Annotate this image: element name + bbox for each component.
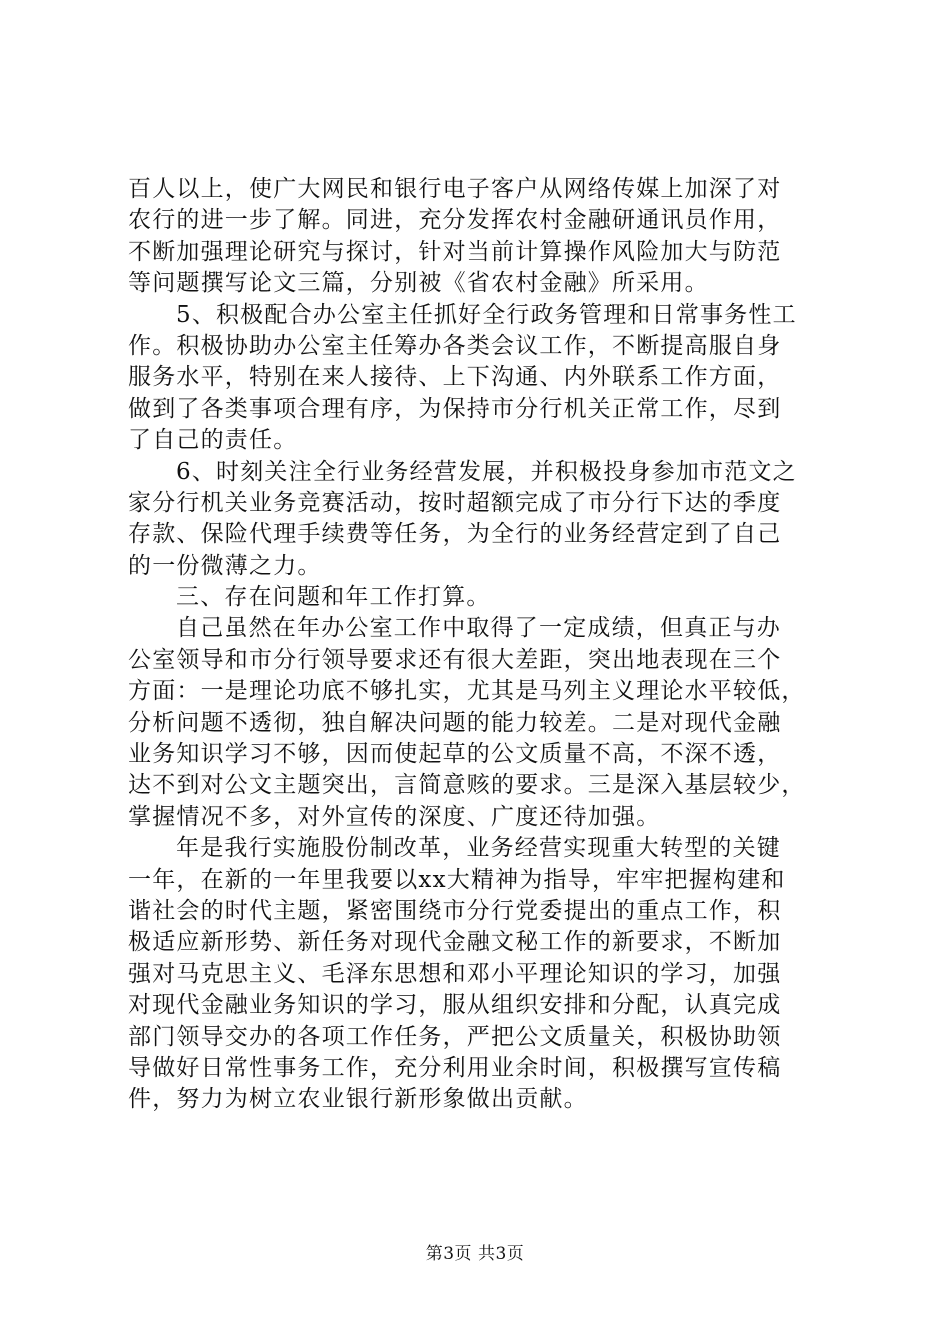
text-line: 不断加强理论研究与探讨，针对当前计算操作风险加大与防范: [128, 238, 782, 265]
text-line: 等问题撰写论文三篇，分别被《省农村金融》所采用。: [128, 270, 709, 297]
text-line: 服务水平，特别在来人接待、上下沟通、内外联系工作方面，: [128, 364, 782, 391]
text-line: 作。积极协助办公室主任筹办各类会议工作，不断提高服自身: [128, 332, 782, 359]
text-line: 掌握情况不多，对外宣传的深度、广度还待加强。: [128, 803, 661, 830]
document-body: [128, 174, 833, 1116]
text-line: 存款、保险代理手续费等任务，为全行的业务经营定到了自己: [128, 521, 782, 548]
text-line: 百人以上，使广大网民和银行电子客户从网络传媒上加深了对: [128, 176, 782, 202]
text-line: 业务知识学习不够，因而使起草的公文质量不高，不深不透，: [128, 741, 782, 768]
text-line: 农行的进一步了解。同进，充分发挥农村金融研通讯员作用，: [128, 207, 782, 234]
text-line: 导做好日常性事务工作，充分利用业余时间，积极撰写宣传稿: [128, 1054, 782, 1081]
text-line: 家分行机关业务竞赛活动，按时超额完成了市分行下达的季度: [128, 489, 782, 516]
text-line: 极适应新形势、新任务对现代金融文秘工作的新要求，不断加: [128, 929, 782, 956]
text-line: 达不到对公文主题突出，言简意赅的要求。三是深入基层较少，: [128, 772, 806, 799]
text-line: 谐社会的时代主题，紧密围绕市分行党委提出的重点工作，积: [128, 897, 782, 924]
text-line: 自己虽然在年办公室工作中取得了一定成绩，但真正与办: [176, 615, 781, 642]
text-line: 方面：一是理论功底不够扎实，尤其是马列主义理论水平较低，: [128, 678, 806, 705]
text-line: 强对马克思主义、毛泽东思想和邓小平理论知识的学习，加强: [128, 960, 782, 987]
text-line: 5、积极配合办公室主任抓好全行政务管理和日常事务性工: [176, 301, 797, 328]
text-line: 的一份微薄之力。: [128, 552, 322, 579]
text-line: 一年，在新的一年里我要以xx大精神为指导，牢牢把握构建和: [128, 866, 786, 893]
text-line: 6、时刻关注全行业务经营发展，并积极投身参加市范文之: [176, 458, 797, 485]
page-footer: 第3页 共3页: [425, 1244, 525, 1264]
text-line: 对现代金融业务知识的学习，服从组织安排和分配，认真完成: [128, 992, 782, 1019]
text-line: 部门领导交办的各项工作任务，严把公文质量关，积极协助领: [128, 1023, 782, 1050]
text-line: 分析问题不透彻，独自解决问题的能力较差。二是对现代金融: [128, 709, 782, 736]
text-line: 三、存在问题和年工作打算。: [176, 584, 491, 611]
text-line: 件，努力为树立农业银行新形象做出贡献。: [128, 1086, 588, 1113]
text-line: 了自己的责任。: [128, 427, 298, 454]
text-line: 年是我行实施股份制改革，业务经营实现重大转型的关键: [176, 835, 781, 862]
text-line: 公室领导和市分行领导要求还有很大差距，突出地表现在三个: [128, 646, 782, 673]
text-line: 做到了各类事项合理有序，为保持市分行机关正常工作，尽到: [128, 395, 782, 422]
